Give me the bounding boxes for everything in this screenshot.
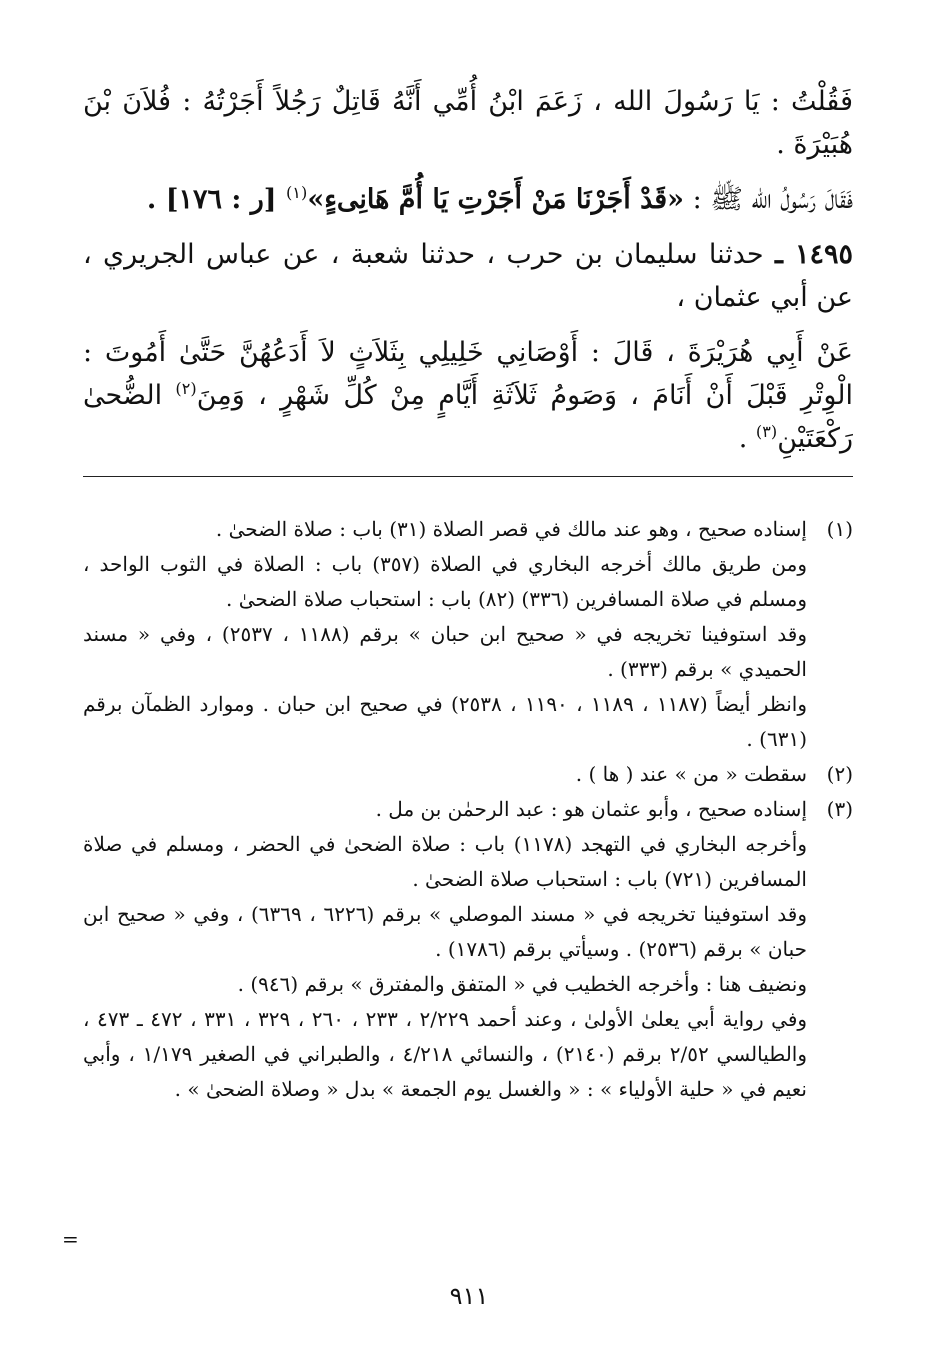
- page-number: ٩١١: [449, 1282, 489, 1310]
- footnote-body: [83, 757, 807, 792]
- hadith-matn: [83, 331, 853, 460]
- footnote-ref-3[interactable]: (٣): [755, 422, 778, 441]
- footnote-1: [83, 512, 853, 757]
- footnote-line: إسناده صحيح ، وهو عند مالك في قصر الصلاة (٣١) باب : صلاة الضحىٰ .: [215, 517, 807, 541]
- footnote-line: ونضيف هنا : وأخرجه الخطيب في « المتفق والمفترق » برقم (٩٤٦) .: [237, 972, 807, 996]
- footnote-body: [83, 792, 807, 1107]
- matn-part-2: الضُّحىٰ رَكْعَتَيْنِ: [83, 380, 853, 454]
- footnote-line: إسناده صحيح ، وأبو عثمان هو : عبد الرحمٰن بن مل .: [375, 797, 807, 821]
- hadith-isnad: [83, 233, 853, 319]
- footnote-line: وانظر أيضاً (١١٨٧ ، ١١٨٩ ، ١١٩٠ ، ٢٥٣٨) في صحيح ابن حبان . وموارد الظمآن برقم (٦٣١) .: [83, 692, 808, 751]
- footnote-number: (٢): [826, 762, 853, 786]
- para2-lead: فَقَالَ رَسُولُ الله ﷺ :: [684, 184, 853, 215]
- footnote-line: ومن طريق مالك أخرجه البخاري في الصلاة (٣٥٧) باب : الصلاة في الثوب الواحد ، ومسلم في صلاة المسافرين (٣٣٦) (٨٢) باب : استحباب صلاة الضحىٰ .: [83, 552, 807, 611]
- footnote-line: وقد استوفينا تخريجه في « مسند الموصلي » برقم (٦٢٢٦ ، ٦٣٦٩) ، وفي « صحيح ابن حبان » برقم (٢٥٣٦) . وسيأتي برقم (١٧٨٦) .: [83, 902, 808, 961]
- footnote-line: وقد استوفينا تخريجه في « صحيح ابن حبان » برقم (١١٨٨ ، ٢٥٣٧) ، وفي « مسند الحميدي » برقم (٣٣٣) .: [83, 622, 807, 681]
- footnote-number: (١): [826, 517, 853, 541]
- prophet-quote: «قَدْ أَجَرْنَا مَنْ أَجَرْتِ يَا أُمَّ هَانِىءٍ»: [307, 184, 685, 215]
- footnote-body: [83, 512, 807, 757]
- paragraph-2: [83, 178, 853, 221]
- footnote-line: سقطت « من » عند ( ها ) .: [575, 762, 807, 786]
- footnote-ref-2[interactable]: (٢): [175, 379, 197, 398]
- matn-end: .: [738, 423, 756, 454]
- footnote-line: وفي رواية أبي يعلىٰ الأولىٰ ، وعند أحمد ٢/٢٢٩ ، ٢٣٣ ، ٢٦٠ ، ٣٢٩ ، ٣٣١ ، ٤٧٢ ـ ٤٧٣ ، والطيالسي ٢/٥٢ برقم (٢١٤٠) ، والنسائي ٤/٢١٨ ، والطبراني في الصغير ١/١٧٩ ، وأبي نعيم في « حلية الأولياء » : « والغسل يوم الجمعة » بدل « وصلاة الضحىٰ » .: [83, 1007, 808, 1101]
- hadith-number: ١٤٩٥ ـ: [774, 239, 854, 270]
- isnad-text: حدثنا سليمان بن حرب ، حدثنا شعبة ، عن عباس الجريري ، عن أبي عثمان ،: [83, 239, 853, 313]
- matn-part-1: عَنْ أَبِي هُرَيْرَةَ ، قَالَ : أَوْصَانِي خَلِيلِي بِثَلاَثٍ لاَ أَدَعُهُنَّ حَتَّىٰ أَمُوتَ : الْوِتْرِ قَبْلَ أَنْ أَنَامَ ، وَصَومُ ثَلاَثَةِ أَيَّامٍ مِنْ كُلِّ شَهْرٍ ، وَمِنَ: [83, 337, 853, 411]
- cross-reference: [ر : ١٧٦] .: [146, 184, 286, 215]
- footnote-number: (٣): [826, 797, 853, 821]
- main-text: [83, 80, 853, 472]
- paragraph-1: فَقُلْتُ : يَا رَسُولَ الله ، زَعَمَ ابْنُ أُمِّي أَنَّهُ قَاتِلٌ رَجُلاً أَجَرْتُهُ : فُلاَنَ بْنَ هُبَيْرَةَ .: [83, 86, 853, 160]
- footnote-ref-1[interactable]: (١): [285, 183, 308, 202]
- footnotes: [83, 512, 853, 1107]
- footnote-3: [83, 792, 853, 1107]
- footnote-2: [83, 757, 853, 792]
- continuation-mark: =: [62, 1227, 79, 1251]
- footnote-line: وأخرجه البخاري في التهجد (١١٧٨) باب : صلاة الضحىٰ في الحضر ، ومسلم في صلاة المسافرين (٧٢١) باب : استحباب صلاة الضحىٰ .: [83, 832, 807, 891]
- footnote-divider: [83, 476, 853, 477]
